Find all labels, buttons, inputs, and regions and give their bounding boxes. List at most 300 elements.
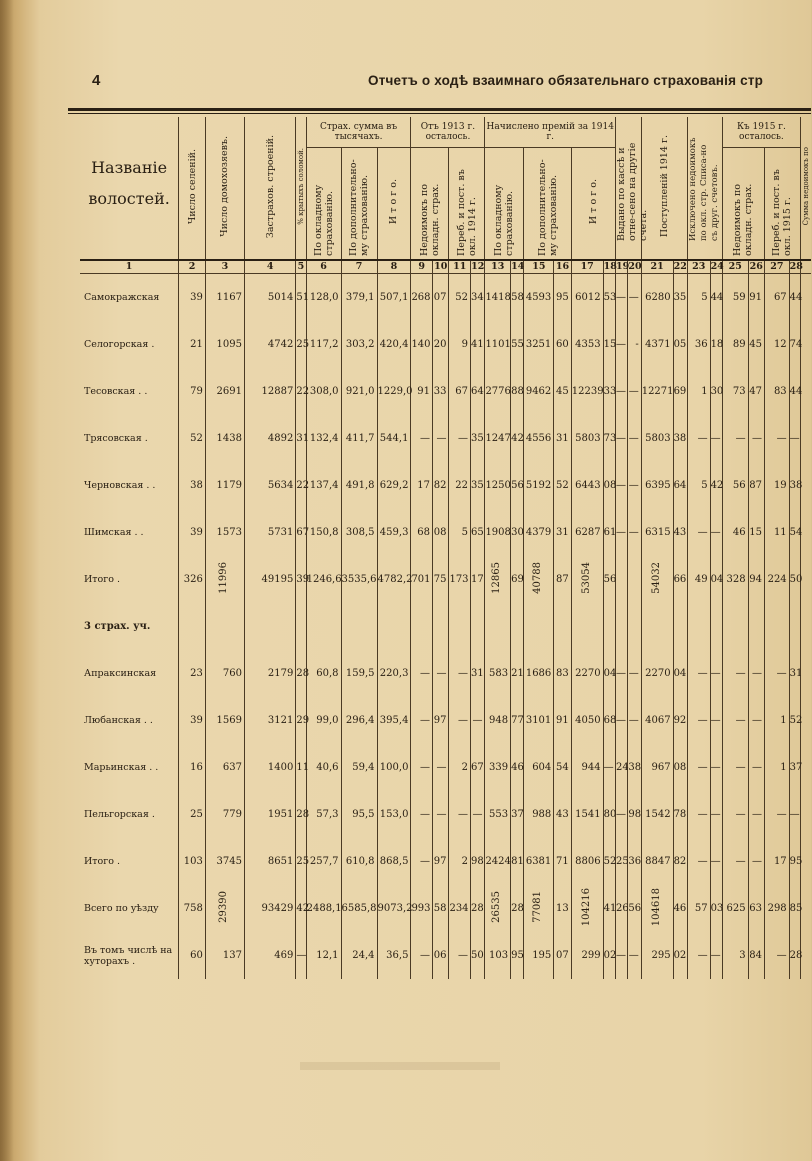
row-cell: — — [687, 697, 710, 744]
row-cell: 5192 — [524, 462, 554, 509]
row-cell: 159,5 — [341, 650, 377, 697]
row-cell: — — [748, 650, 764, 697]
table-row — [80, 744, 811, 791]
row-cell: — — [411, 838, 433, 885]
row-cell: — — [748, 791, 764, 838]
row-cell: 07 — [554, 932, 571, 979]
column-number: 2 — [179, 260, 206, 274]
row-name: Трясовская . — [84, 433, 148, 444]
row-cell: 24 — [616, 744, 628, 791]
row-cell: 33 — [603, 368, 615, 415]
col-name-line1: Названіе — [91, 158, 168, 177]
row-cell: 137,4 — [306, 462, 341, 509]
row-cell: 6012 — [571, 274, 603, 322]
col-sum-regular: По окладному страхованію. — [306, 148, 341, 261]
row-cell: 39 — [179, 697, 206, 744]
row-cell: 91 — [748, 274, 764, 322]
row-cell: — — [411, 744, 433, 791]
row-cell: 59,4 — [341, 744, 377, 791]
column-number: 27 — [765, 260, 790, 274]
row-cell: 1246,6 — [306, 556, 341, 603]
row-cell: 12865 — [485, 556, 511, 603]
row-cell: 45 — [748, 321, 764, 368]
row-cell: 56 — [511, 462, 524, 509]
row-cell: — — [411, 697, 433, 744]
column-number: 4 — [244, 260, 295, 274]
row-cell: 31 — [296, 415, 306, 462]
row-cell: 84 — [748, 932, 764, 979]
row-cell: 38 — [628, 744, 641, 791]
column-number: 10 — [434, 261, 448, 272]
row-cell: — — [628, 509, 641, 556]
row-cell: 67 — [765, 274, 790, 322]
row-cell: 6585,8 — [341, 885, 377, 932]
row-cell: 3745 — [205, 838, 244, 885]
row-cell: 60 — [179, 932, 206, 979]
row-cell: 38 — [179, 462, 206, 509]
row-cell: 4379 — [524, 509, 554, 556]
row-cell: 5731 — [244, 509, 295, 556]
row-cell: — — [687, 791, 710, 838]
row-cell: — — [616, 697, 628, 744]
row-cell: 20 — [433, 321, 449, 368]
row-cell: 944 — [571, 744, 603, 791]
row-cell: 268 — [411, 274, 433, 322]
section-cell — [571, 603, 603, 650]
row-cell-extra — [800, 885, 811, 932]
row-cell: — — [722, 697, 748, 744]
row-cell: — — [687, 744, 710, 791]
row-cell: 45 — [554, 368, 571, 415]
section-cell — [748, 603, 764, 650]
row-cell: 195 — [524, 932, 554, 979]
row-cell: 56 — [722, 462, 748, 509]
row-cell: 544,1 — [377, 415, 411, 462]
row-cell: 88 — [511, 368, 524, 415]
row-cell: 4067 — [641, 697, 673, 744]
column-number: 12 — [471, 261, 485, 272]
row-cell: 52 — [789, 697, 800, 744]
row-cell: 4593 — [524, 274, 554, 322]
header-rule-thin — [68, 113, 811, 114]
row-cell: 42 — [710, 462, 722, 509]
row-cell: 1908 — [485, 509, 511, 556]
row-cell: 12271 — [641, 368, 673, 415]
row-cell: 29 — [296, 697, 306, 744]
row-cell: 5 — [449, 509, 471, 556]
row-cell: 57 — [687, 885, 710, 932]
row-cell: 103 — [485, 932, 511, 979]
row-cell: 52 — [554, 462, 571, 509]
row-cell: 104618 — [641, 885, 673, 932]
row-cell: 60,8 — [306, 650, 341, 697]
row-cell: — — [616, 368, 628, 415]
row-cell: 420,4 — [377, 321, 411, 368]
row-cell: — — [710, 838, 722, 885]
row-cell: 22 — [296, 368, 306, 415]
row-cell: 2270 — [641, 650, 673, 697]
col-arrears-sum: Сумма недоимокъ по — [800, 117, 811, 260]
row-cell: 59 — [722, 274, 748, 322]
row-cell: 38 — [673, 415, 687, 462]
row-name: Шимская . . — [84, 527, 144, 538]
row-cell: 77 — [511, 697, 524, 744]
row-cell: 3121 — [244, 697, 295, 744]
row-cell: 1250 — [485, 462, 511, 509]
row-cell: 140 — [411, 321, 433, 368]
row-cell: 19 — [765, 462, 790, 509]
row-cell: 95,5 — [341, 791, 377, 838]
row-cell: 44 — [789, 368, 800, 415]
row-cell: — — [722, 415, 748, 462]
header-rule — [68, 108, 811, 111]
row-cell-extra — [800, 791, 811, 838]
column-number: 28 — [789, 261, 803, 272]
row-cell: 67 — [449, 368, 471, 415]
row-cell: 1101 — [485, 321, 511, 368]
row-cell: 3 — [722, 932, 748, 979]
row-cell: 35 — [471, 415, 485, 462]
row-cell: 1541 — [571, 791, 603, 838]
row-cell: 868,5 — [377, 838, 411, 885]
row-name: Итого . — [84, 856, 120, 867]
column-number: 25 — [722, 260, 748, 274]
row-cell-extra — [800, 697, 811, 744]
row-name: Въ томъ числѣ на хуторахъ . — [84, 944, 173, 967]
table-row — [80, 368, 811, 415]
row-cell: 11 — [296, 744, 306, 791]
section-cell — [411, 603, 433, 650]
row-cell: 49195 — [244, 556, 295, 603]
row-cell: 11996 — [205, 556, 244, 603]
row-cell: 257,7 — [306, 838, 341, 885]
row-cell: 625 — [722, 885, 748, 932]
section-cell — [722, 603, 748, 650]
row-cell: 95 — [511, 932, 524, 979]
row-cell: 6443 — [571, 462, 603, 509]
col-straw-roof: % крытыхъ соломой. — [296, 117, 306, 260]
row-cell: — — [765, 415, 790, 462]
table-row — [80, 321, 811, 368]
row-cell: 43 — [673, 509, 687, 556]
row-cell: — — [789, 415, 800, 462]
row-cell: 128,0 — [306, 274, 341, 322]
row-cell: 42 — [296, 885, 306, 932]
col-1915-overpaid: Переб. и пост. въ окл. 1915 г. — [765, 148, 801, 261]
row-cell: 12239 — [571, 368, 603, 415]
row-cell: — — [411, 415, 433, 462]
row-cell: 46 — [722, 509, 748, 556]
column-number: 6 — [306, 260, 341, 274]
row-cell: 1 — [765, 744, 790, 791]
section-cell — [710, 603, 722, 650]
row-cell: — — [616, 415, 628, 462]
column-number: 20 — [628, 261, 642, 272]
row-cell: 12,1 — [306, 932, 341, 979]
row-cell: 53054 — [571, 556, 603, 603]
row-cell: 25 — [616, 838, 628, 885]
row-cell: 52 — [449, 274, 471, 322]
section-cell — [244, 603, 295, 650]
row-cell: 24,4 — [341, 932, 377, 979]
column-number: 18 — [603, 261, 617, 272]
row-cell: 30 — [511, 509, 524, 556]
row-cell: 08 — [603, 462, 615, 509]
row-cell: — — [616, 462, 628, 509]
row-cell-extra — [800, 932, 811, 979]
row-cell-extra — [800, 321, 811, 368]
row-cell: 5803 — [571, 415, 603, 462]
section-cell — [296, 603, 306, 650]
row-cell: 50 — [471, 932, 485, 979]
row-cell: — — [748, 744, 764, 791]
row-cell: 1569 — [205, 697, 244, 744]
row-cell: 28 — [471, 885, 485, 932]
row-cell: 25 — [296, 321, 306, 368]
row-cell: 17 — [411, 462, 433, 509]
row-cell: 02 — [673, 932, 687, 979]
row-cell: — — [616, 321, 628, 368]
column-number: 21 — [641, 260, 673, 274]
row-cell: 61 — [603, 509, 615, 556]
section-cell — [687, 603, 710, 650]
section-cell — [205, 603, 244, 650]
row-cell: 31 — [554, 509, 571, 556]
column-number: 15 — [524, 260, 554, 274]
row-cell: 1 — [765, 697, 790, 744]
row-cell: 42 — [511, 415, 524, 462]
row-cell: 22 — [296, 462, 306, 509]
row-cell: 921,0 — [341, 368, 377, 415]
row-cell: 3535,6 — [341, 556, 377, 603]
row-cell: — — [722, 744, 748, 791]
row-cell: 6280 — [641, 274, 673, 322]
row-cell: 97 — [433, 697, 449, 744]
col-prem-additional: По дополнительно-му страхованію. — [524, 148, 571, 261]
column-number: 9 — [411, 260, 433, 274]
col-sum-additional: По дополнительно-му страхованію. — [341, 148, 377, 261]
row-cell: 97 — [433, 838, 449, 885]
row-cell: 28 — [296, 791, 306, 838]
row-cell: — — [710, 650, 722, 697]
row-cell: 92 — [673, 697, 687, 744]
row-cell: 4782,2 — [377, 556, 411, 603]
row-cell: 31 — [789, 650, 800, 697]
row-cell: 1095 — [205, 321, 244, 368]
page-gutter-shadow — [0, 0, 14, 1161]
row-cell: — — [433, 791, 449, 838]
row-cell: 1229,0 — [377, 368, 411, 415]
row-cell: 296,4 — [341, 697, 377, 744]
row-cell: 69 — [511, 556, 524, 603]
row-cell: 308,5 — [341, 509, 377, 556]
row-cell: — — [449, 932, 471, 979]
row-cell: — — [616, 791, 628, 838]
row-cell-extra — [800, 838, 811, 885]
row-cell: 02 — [603, 932, 615, 979]
row-cell: 967 — [641, 744, 673, 791]
row-cell: — — [687, 932, 710, 979]
row-cell: 12887 — [244, 368, 295, 415]
row-cell: 35 — [471, 462, 485, 509]
row-cell: — — [449, 791, 471, 838]
row-cell: 57,3 — [306, 791, 341, 838]
row-cell: 610,8 — [341, 838, 377, 885]
row-cell-extra — [800, 509, 811, 556]
row-cell: 04 — [673, 650, 687, 697]
section-label: 3 страх. уч. — [84, 621, 151, 632]
row-cell: 459,3 — [377, 509, 411, 556]
row-cell: — — [710, 509, 722, 556]
row-cell: 38 — [789, 462, 800, 509]
row-cell: 73 — [603, 415, 615, 462]
section-cell — [765, 603, 790, 650]
row-cell: — — [449, 697, 471, 744]
section-cell — [673, 603, 687, 650]
row-cell: 41 — [603, 885, 615, 932]
row-cell-extra — [800, 650, 811, 697]
row-cell: 36,5 — [377, 932, 411, 979]
row-cell: 53 — [603, 274, 615, 322]
row-cell: 08 — [433, 509, 449, 556]
row-cell: 220,3 — [377, 650, 411, 697]
row-cell: 44 — [710, 274, 722, 322]
row-cell: 25 — [296, 838, 306, 885]
row-cell: 56 — [603, 556, 615, 603]
page-smudge — [300, 1062, 500, 1070]
row-cell: 137 — [205, 932, 244, 979]
row-cell: — — [710, 791, 722, 838]
row-cell: 39 — [296, 556, 306, 603]
row-name: Итого . — [84, 574, 120, 585]
row-cell: — — [687, 509, 710, 556]
row-cell: 54 — [789, 509, 800, 556]
row-cell: 583 — [485, 650, 511, 697]
row-cell: 100,0 — [377, 744, 411, 791]
col-prem-total: И т о г о. — [571, 148, 615, 261]
row-cell: 26535 — [485, 885, 511, 932]
section-cell — [433, 603, 449, 650]
section-cell — [449, 603, 471, 650]
row-cell: — — [628, 368, 641, 415]
row-cell: — — [687, 415, 710, 462]
row-name: Марьинская . . — [84, 762, 159, 773]
row-cell: 83 — [765, 368, 790, 415]
row-cell: 06 — [433, 932, 449, 979]
row-cell: — — [433, 415, 449, 462]
row-cell: 13 — [554, 885, 571, 932]
row-cell: 17 — [765, 838, 790, 885]
row-cell: 29390 — [205, 885, 244, 932]
row-cell: 58 — [511, 274, 524, 322]
col-name-header — [80, 117, 179, 260]
row-cell: 132,4 — [306, 415, 341, 462]
row-cell: 22 — [449, 462, 471, 509]
row-cell: 54032 — [641, 556, 673, 603]
row-cell: — — [411, 932, 433, 979]
row-cell: — — [411, 791, 433, 838]
table-row — [80, 932, 811, 979]
column-number: 3 — [205, 260, 244, 274]
row-cell-extra — [800, 368, 811, 415]
column-number: 16 — [554, 260, 571, 274]
row-name: Черновская . . — [84, 480, 156, 491]
row-cell: 779 — [205, 791, 244, 838]
row-cell: — — [748, 415, 764, 462]
row-cell: 9 — [449, 321, 471, 368]
row-cell: 49 — [687, 556, 710, 603]
row-name: Апраксинская — [84, 668, 157, 679]
row-cell: 58 — [433, 885, 449, 932]
row-cell: 08 — [673, 744, 687, 791]
row-cell: 65 — [471, 509, 485, 556]
row-cell: — — [616, 509, 628, 556]
row-cell: 66 — [673, 556, 687, 603]
row-cell: 60 — [554, 321, 571, 368]
row-cell: 993 — [411, 885, 433, 932]
row-cell: 74 — [789, 321, 800, 368]
row-name: Самокражская — [84, 292, 160, 303]
table-row — [80, 462, 811, 509]
row-cell: — — [722, 791, 748, 838]
row-cell: 33 — [433, 368, 449, 415]
page-header — [0, 0, 811, 112]
row-cell: 604 — [524, 744, 554, 791]
row-cell: 3251 — [524, 321, 554, 368]
column-number: 14 — [511, 261, 525, 272]
row-cell: — — [722, 650, 748, 697]
row-cell — [628, 556, 641, 603]
row-cell: 153,0 — [377, 791, 411, 838]
row-cell: 637 — [205, 744, 244, 791]
row-cell: 4892 — [244, 415, 295, 462]
row-cell: 52 — [603, 838, 615, 885]
col-prem-regular: По окладному страхованію. — [485, 148, 524, 261]
row-cell: 94 — [748, 556, 764, 603]
row-cell: 68 — [411, 509, 433, 556]
row-cell: 11 — [765, 509, 790, 556]
column-number: 13 — [485, 260, 511, 274]
column-number: 24 — [710, 261, 724, 272]
row-cell: 491,8 — [341, 462, 377, 509]
row-cell: 15 — [748, 509, 764, 556]
row-cell: 40,6 — [306, 744, 341, 791]
row-cell: — — [616, 650, 628, 697]
row-cell: 30 — [710, 368, 722, 415]
row-cell: 758 — [179, 885, 206, 932]
row-cell: — — [628, 274, 641, 322]
group-1913-header: Отъ 1913 г. осталось. — [411, 117, 485, 148]
row-cell: — — [628, 415, 641, 462]
row-cell: 91 — [411, 368, 433, 415]
row-cell: 4353 — [571, 321, 603, 368]
row-cell: — — [765, 791, 790, 838]
row-cell: 98 — [628, 791, 641, 838]
row-cell: 303,2 — [341, 321, 377, 368]
row-cell: 224 — [765, 556, 790, 603]
row-cell: 87 — [748, 462, 764, 509]
row-cell: — — [710, 744, 722, 791]
row-cell: 77081 — [524, 885, 554, 932]
row-cell: 39 — [179, 509, 206, 556]
row-cell: — — [710, 932, 722, 979]
table-row — [80, 509, 811, 556]
page-title: Отчетъ о ходѣ взаимнаго обязательнаго страхованія стр — [368, 73, 764, 88]
row-cell: — — [687, 650, 710, 697]
row-cell-extra — [800, 274, 811, 322]
col-villages: Число селеній. — [179, 117, 206, 260]
row-cell: 35 — [673, 274, 687, 322]
